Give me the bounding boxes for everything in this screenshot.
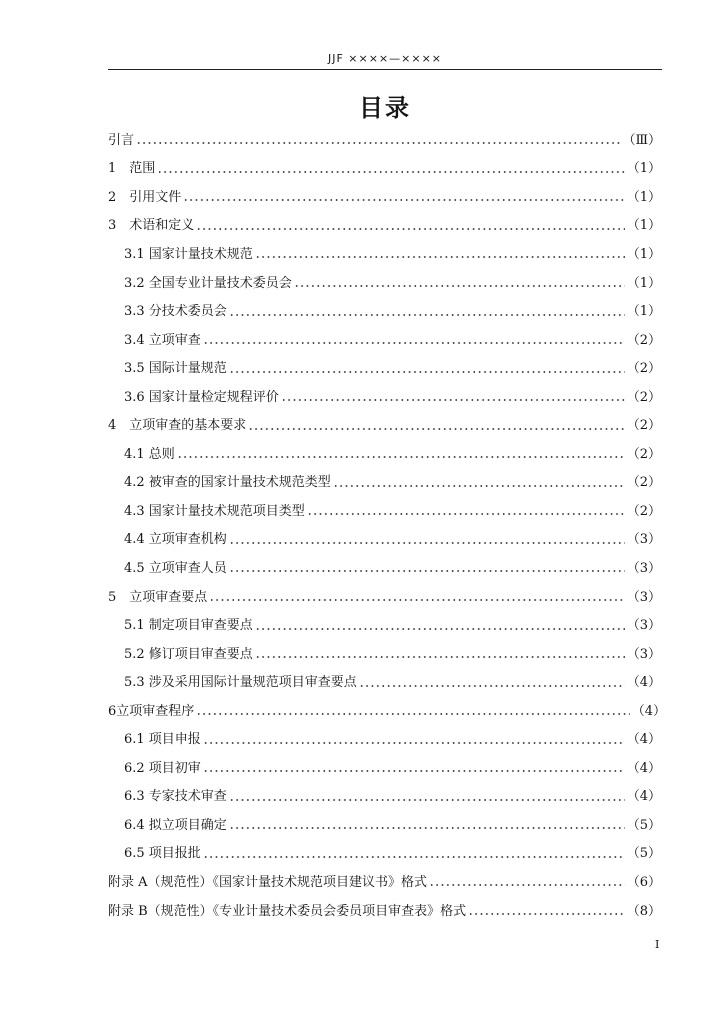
dot-leader: [196, 713, 629, 715]
toc-entry: [108, 695, 666, 724]
dot-leader: [229, 799, 625, 801]
dot-leader: [294, 285, 625, 287]
toc-entry-title: 6立项审查程序: [108, 703, 195, 719]
toc-entry-page: （1）: [626, 218, 661, 234]
dot-leader: [307, 513, 625, 515]
dot-leader: [136, 142, 620, 144]
toc-entry-title: 4.2 被审查的国家计量技术规范类型: [124, 475, 331, 491]
toc-subentry: [108, 809, 661, 838]
toc-subentry: [108, 666, 661, 695]
dot-leader: [255, 656, 625, 658]
toc-subentry: [108, 267, 661, 296]
toc-entry-title: 5 立项审查要点: [108, 589, 208, 605]
toc-entry-page: （4）: [626, 732, 661, 748]
toc-entry-page: （4）: [626, 675, 661, 691]
toc-entry-title: 6.2 项目初审: [124, 760, 201, 776]
toc-entry-title: 3.1 国家计量技术规范: [124, 246, 253, 262]
dot-leader: [229, 542, 625, 544]
dot-leader: [229, 314, 625, 316]
toc-entry-title: 3.2 全国专业计量技术委员会: [124, 275, 292, 291]
dot-leader: [203, 342, 625, 344]
toc-subentry: [108, 295, 661, 324]
document-code-header: JJF ××××—××××: [327, 52, 443, 65]
toc-entry: [108, 124, 661, 153]
toc-entry-page: （2）: [626, 332, 661, 348]
dot-leader: [248, 428, 624, 430]
toc-appendix-entry: [108, 895, 661, 924]
toc-entry-title: 4.5 立项审查人员: [124, 560, 227, 576]
toc-entry-title: 6.1 项目申报: [124, 732, 201, 748]
toc-entry-title: 4.3 国家计量技术规范项目类型: [124, 503, 305, 519]
toc-subentry: [108, 495, 661, 524]
toc-entry-title: 附录 A（规范性）《国家计量技术规范项目建议书》格式: [108, 874, 428, 890]
dot-leader: [359, 685, 625, 687]
toc-subentry: [108, 352, 661, 381]
toc-entry-page: （1）: [626, 161, 661, 177]
toc-entry: [108, 210, 661, 239]
dot-leader: [229, 570, 625, 572]
toc-subentry: [108, 609, 661, 638]
dot-leader: [229, 371, 625, 373]
toc-entry: [108, 153, 661, 182]
toc-entry-page: （2）: [626, 446, 661, 462]
toc-entry-page: （5）: [626, 846, 661, 862]
toc-entry-title: 6.5 项目报批: [124, 846, 201, 862]
toc-subentry: [108, 638, 661, 667]
toc-entry-page: （6）: [626, 874, 661, 890]
dot-leader: [183, 199, 624, 201]
toc-subentry: [108, 552, 661, 581]
toc-entry-page: （2）: [626, 389, 661, 405]
dot-leader: [196, 228, 624, 230]
toc-subentry: [108, 524, 661, 553]
toc-entry-title: 5.3 涉及采用国际计量规范项目审查要点: [124, 675, 357, 691]
toc-entry-page: （1）: [626, 275, 661, 291]
dot-leader: [209, 599, 624, 601]
dot-leader: [177, 456, 625, 458]
toc-entry-title: 4 立项审查的基本要求: [108, 418, 247, 434]
toc-subentry: [108, 381, 661, 410]
toc-entry-title: 5.1 制定项目审查要点: [124, 618, 253, 634]
toc-entry-page: （5）: [626, 817, 661, 833]
dot-leader: [429, 884, 625, 886]
toc-subentry: [108, 324, 661, 353]
toc-entry: [108, 409, 661, 438]
toc-entry-title: 3.4 立项审查: [124, 332, 201, 348]
dot-leader: [229, 827, 625, 829]
toc-entry-page: （3）: [626, 589, 661, 605]
toc-entry-page: （2）: [626, 475, 661, 491]
toc-appendix-entry: [108, 866, 661, 895]
toc-entry: [108, 581, 661, 610]
toc-entry-page: （3）: [626, 560, 661, 576]
toc-entry-page: （1）: [626, 304, 661, 320]
toc-subentry: [108, 438, 661, 467]
toc-subentry: [108, 838, 661, 867]
toc-entry-title: 1 范围: [108, 161, 156, 177]
toc-entry-page: （1）: [626, 246, 661, 262]
toc-entry-page: （1）: [626, 189, 661, 205]
header-rule: [108, 69, 662, 70]
toc-entry-page: （2）: [626, 418, 661, 434]
toc-subentry: [108, 781, 661, 810]
page-number: I: [655, 938, 660, 951]
toc-entry-page: （2）: [626, 503, 661, 519]
toc-entry-page: （3）: [626, 532, 661, 548]
toc-entry-title: 引言: [108, 132, 135, 148]
toc-entry: [108, 181, 661, 210]
toc-entry-title: 4.1 总则: [124, 446, 175, 462]
toc-subentry: [108, 238, 661, 267]
toc-entry-title: 6.3 专家技术审查: [124, 789, 227, 805]
toc-subentry: [108, 723, 661, 752]
dot-leader: [468, 913, 625, 915]
toc-entry-page: （Ⅲ）: [622, 132, 661, 148]
toc-entry-page: （3）: [626, 618, 661, 634]
toc-entry-title: 4.4 立项审查机构: [124, 532, 227, 548]
dot-leader: [255, 628, 625, 630]
toc-entry-page: （4）: [626, 789, 661, 805]
toc-entry-page: （8）: [626, 903, 661, 919]
toc-entry-page: （3）: [626, 646, 661, 662]
toc-entry-page: （4）: [626, 760, 661, 776]
dot-leader: [203, 856, 625, 858]
table-of-contents: [108, 124, 666, 923]
dot-leader: [281, 399, 625, 401]
toc-entry-title: 3 术语和定义: [108, 218, 195, 234]
page-title: 目录: [359, 94, 411, 122]
toc-entry-title: 3.3 分技术委员会: [124, 304, 227, 320]
toc-entry-title: 6.4 拟立项目确定: [124, 817, 227, 833]
dot-leader: [333, 485, 625, 487]
toc-subentry: [108, 752, 661, 781]
dot-leader: [203, 742, 625, 744]
toc-entry-title: 3.5 国际计量规范: [124, 361, 227, 377]
toc-subentry: [108, 467, 661, 496]
toc-entry-title: 2 引用文件: [108, 189, 182, 205]
toc-entry-title: 附录 B（规范性）《专业计量技术委员会委员项目审查表》格式: [108, 903, 467, 919]
toc-entry-title: 5.2 修订项目审查要点: [124, 646, 253, 662]
dot-leader: [255, 256, 625, 258]
toc-entry-title: 3.6 国家计量检定规程评价: [124, 389, 279, 405]
toc-entry-page: （4）: [631, 703, 666, 719]
dot-leader: [157, 171, 624, 173]
dot-leader: [203, 770, 625, 772]
toc-entry-page: （2）: [626, 361, 661, 377]
